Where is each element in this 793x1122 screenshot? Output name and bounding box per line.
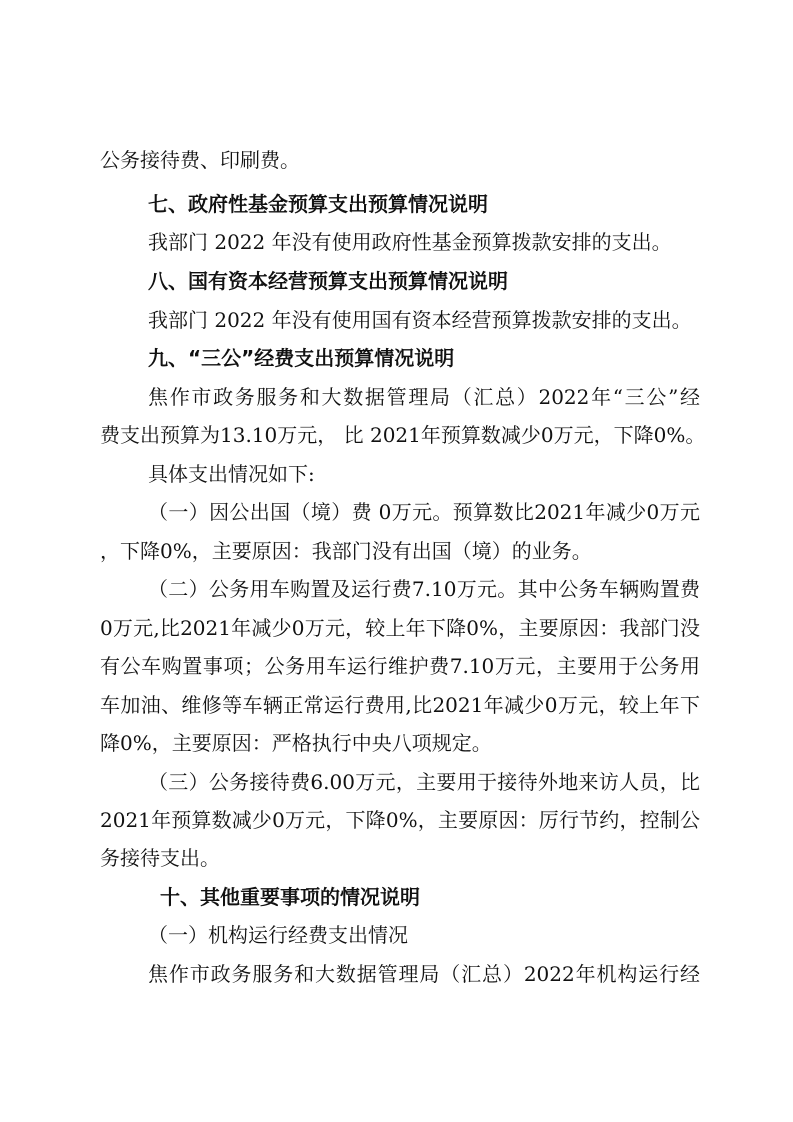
paragraph-line: （三）公务接待费6.00万元，主要用于接待外地来访人员，比 <box>148 770 700 794</box>
paragraph-line: 2021年预算数减少0万元，下降0%，主要原因：厉行节约，控制公 <box>100 808 700 832</box>
paragraph-line: 有公车购置事项；公务用车运行维护费7.10万元，主要用于公务用 <box>100 654 700 678</box>
paragraph-line: 车加油、维修等车辆正常运行费用,比2021年减少0万元，较上年下 <box>100 693 700 717</box>
paragraph-line: 我部门 2022 年没有使用国有资本经营预算拨款安排的支出。 <box>148 308 692 332</box>
section-heading-8: 八、国有资本经营预算支出预算情况说明 <box>148 269 508 293</box>
paragraph-line: 0万元,比2021年减少0万元，较上年下降0%，主要原因：我部门没 <box>100 616 700 640</box>
paragraph-line: 具体支出情况如下: <box>148 462 315 486</box>
section-heading-7: 七、政府性基金预算支出预算情况说明 <box>148 192 488 216</box>
section-heading-9: 九、“三公”经费支出预算情况说明 <box>148 346 455 370</box>
paragraph-line: 焦作市政务服务和大数据管理局（汇总）2022年机构运行经 <box>148 962 700 986</box>
subsection-heading: （一）机构运行经费支出情况 <box>148 923 408 947</box>
paragraph-continuation: 公务接待费、印刷费。 <box>100 148 300 172</box>
paragraph-line: ，下降0%，主要原因：我部门没有出国（境）的业务。 <box>100 539 592 563</box>
paragraph-line: （一）因公出国（境）费 0万元。预算数比2021年减少0万元 <box>148 500 700 524</box>
section-heading-10: 十、其他重要事项的情况说明 <box>160 885 420 909</box>
paragraph-line: （二）公务用车购置及运行费7.10万元。其中公务车辆购置费 <box>148 577 700 601</box>
paragraph-line: 焦作市政务服务和大数据管理局（汇总）2022年“三公”经 <box>148 385 700 409</box>
paragraph-line: 降0%，主要原因：严格执行中央八项规定。 <box>100 731 492 755</box>
paragraph-line: 我部门 2022 年没有使用政府性基金预算拨款安排的支出。 <box>148 230 672 254</box>
paragraph-line: 务接待支出。 <box>100 846 220 870</box>
paragraph-line: 费支出预算为13.10万元， 比 2021年预算数减少0万元，下降0%。 <box>100 423 706 447</box>
